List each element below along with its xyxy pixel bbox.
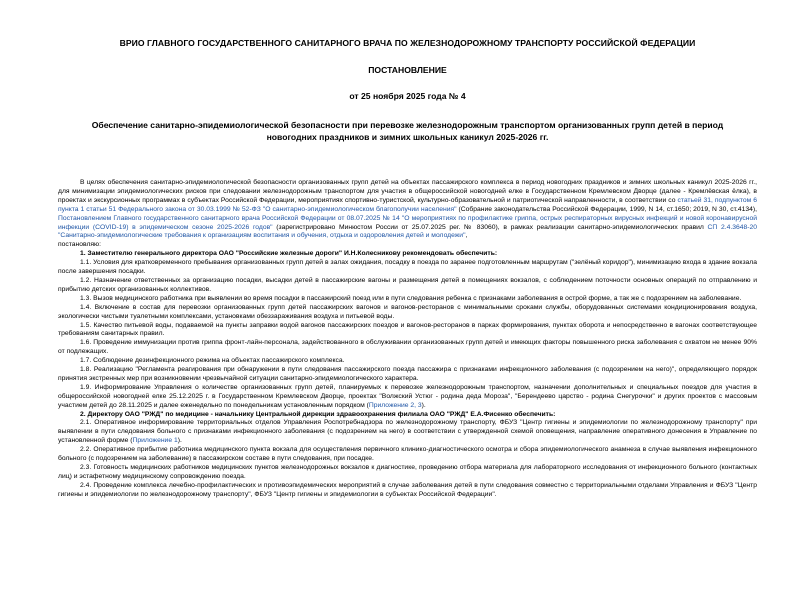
preamble-text-2: (Собрание законодательства Российской Федерации, 1999, N 14, ст.1650; 2019, N 30, ст.4134),: [456, 205, 757, 213]
item-1-8: 1.8. Реализацию "Регламента реагирования при обнаружении в пути следования пассажирского поезда пассажира с признаками инфекционного заболевания (с подозрением на него)", определяющего порядок принятия экстренных мер при возникновении чрезвычайной ситуации санитарно-эпидемиологического характера.: [58, 366, 757, 382]
document-page: [0, 38, 807, 609]
item-1-4: 1.4. Включение в состав для перевозки организованных групп детей пассажирских вагонов и вагонов-ресторанов с минимальными сроками службы, оборудованных системами кондиционирования воздуха, экологически чистыми туалетными комплексами, установками обеззараживания воздуха и питьевой воды.: [58, 303, 757, 320]
item-2-1: [58, 419, 757, 446]
item-2-1-tail: ).: [177, 437, 182, 445]
item-1-6: 1.6. Проведение иммунизации против гриппа фронт-лайн-персонала, задействованного в обслуживании организованных групп детей и имеющих факторы повышенного риска заболевания с охватом не менее 90% от подлежащих.: [58, 339, 757, 356]
item-2-2: 2.2. Оперативное прибытие работника медицинского пункта вокзала для осуществления первичного клинико-диагностического осмотра и сбора эпидемиологического анамнеза в случае выявления инфекционного больного (с подозрением на заболевание) в пассажирском составе в пути следования, при посадке.: [58, 446, 757, 463]
item-1-9: [58, 384, 757, 411]
preamble-text-3: (зарегистрировано Минюстом России от 25.07.2025 рег. № 83060), в рамках реализации санитарно-эпидемиологических правил: [272, 223, 708, 231]
document-body: [58, 179, 757, 500]
issuer-heading: ВРИО ГЛАВНОГО ГОСУДАРСТВЕННОГО САНИТАРНОГО ВРАЧА ПО ЖЕЛЕЗНОДОРОЖНОМУ ТРАНСПОРТУ РОССИЙСКОЙ ФЕДЕРАЦИИ: [119, 38, 696, 48]
preamble-text-1: В целях обеспечения санитарно-эпидемиологической безопасности организованных групп детей на объектах пассажирского комплекса в период новогодних праздников и зимних школьных каникул 2025-2026 гг., для минимизации эпидемиологических рисков при следовании железнодорожным транспортом для участия в общероссийской новогодней елке в Государственном Кремлевском Дворце (далее - Кремлёвская ёлка), в проектах и экскурсионных программах в субъектах Российской Федерации, мероприятиях спортивно-туристской, культурно-образовательной и патриотической направленности, в соответствии со: [58, 179, 757, 204]
doc-type-heading: ПОСТАНОВЛЕНИЕ: [368, 65, 447, 75]
item-1-9-text: 1.9. Информирование Управления о количестве организованных групп детей, планируемых к перевозке железнодорожным транспортом, назначении дополнительных и специальных поездов для участия в общероссийской новогодней елке 25.12.2025 г. в Государственном Кремлевском Дворце, проектах "Волжский Устюг - родина деда Мороза", "Берендеево царство - родина Снегурочки" и других проектов с массовым участием детей до 28.11.2025 и далее еженедельно по понедельникам установленным порядком (: [58, 383, 757, 409]
appendix-2-3-link[interactable]: Приложение 2, 3: [368, 401, 422, 409]
resolution-14-link[interactable]: Постановлением Главного государственного санитарного врача Российской Федерации от 08.07.2025 № 14 "О мероприятиях по профилактике гриппа, острых респираторных вирусных инфекций и новой коронавирусной инфекции (COVID-19) в эпидемическом сезоне 2025-2026 годов": [58, 214, 757, 231]
item-1-2: 1.2. Назначение ответственных за организацию посадки, высадки детей в пассажирские вагоны и размещения детей в помещениях вокзалов, с соблюдением поточности основных операций по отправлению и прибытию детских организованных коллективов.: [58, 276, 757, 293]
resolve-word: постановляю:: [58, 241, 101, 249]
item-1-7: 1.7. Соблюдение дезинфекционного режима на объектах пассажирского комплекса.: [80, 357, 345, 365]
item-2-3: 2.3. Готовность медицинских работников медицинских пунктов железнодорожных вокзалов к диагностике, проведению отбора материала для лабораторного исследования от инфекционного больного (контактных лиц) и эстафетному медицинскому сопровождению поезда.: [58, 464, 757, 480]
doc-date-number: от 25 ноября 2025 года № 4: [349, 91, 466, 101]
item-2-1-text: 2.1. Оперативное информирование территориальных отделов Управления Роспотребнадзора по железнодорожному транспорту, ФБУЗ "Центр гигиены и эпидемиологии по железнодорожному транспорту" при выявлении в пути следования больного с признаками инфекционного заболевания (с подозрением на него) в соответствии с утвержденной схемой оповещения, направление оперативного донесения в Управление по установленной форме (: [58, 419, 757, 445]
doc-title: Обеспечение санитарно-эпидемиологической безопасности при перевозке железнодорожным транспортом организованных групп детей в период новогодних праздников и зимних школьных каникул 2025-2026 гг.: [91, 120, 724, 142]
item-1-1: 1.1. Условия для кратковременного пребывания организованных групп детей в залах ожидания, посадку в поезда по заранее подготовленным маршрутам ("зелёный коридор"), минимизацию входа в здание вокзала после завершения посадки.: [58, 259, 757, 276]
preamble-text-4: ,: [465, 232, 468, 240]
item-2-4: 2.4. Проведение комплекса лечебно-профилактических и противоэпидемических мероприятий в случае заболевания детей в пути следования совместно с территориальными отделами Управления и ФБУЗ "Центр гигиены и эпидемиологии по железнодорожному транспорту", ФБУЗ "Центр гигиены и эпидемиологии в субъектах Российской Федерации".: [58, 481, 757, 498]
section-1-heading: 1. Заместителю генерального директора ОАО "Российские железные дороги" И.Н.Колесникову рекомендовать обеспечить:: [80, 250, 498, 258]
law-52fz-link[interactable]: статьей 31, подпунктом 6 пункта 1 статьи 51 Федерального закона от 30.03.1999 № 52-ФЗ "О санитарно-эпидемиологическом благополучии населения": [58, 196, 758, 213]
appendix-1-link[interactable]: Приложение 1: [132, 437, 178, 445]
item-1-3: 1.3. Вызов медицинского работника при выявлении во время посадки в пассажирский поезд или в пути следования ребенка с признаками заболевания в острой форме, а так же с подозрением на заболевание.: [80, 294, 742, 302]
sp-2-4-3648-20-link[interactable]: СП 2.4.3648-20 "Санитарно-эпидемиологические требования к организациям воспитания и обучения, отдыха и оздоровления детей и молодежи": [58, 223, 757, 240]
preamble-paragraph: [58, 179, 757, 241]
section-2-heading: 2. Директору ОАО "РЖД" по медицине - начальнику Центральной дирекции здравоохранения филиала ОАО "РЖД" Е.А.Фисенко обеспечить:: [80, 410, 556, 418]
item-1-5: 1.5. Качество питьевой воды, подаваемой на пункты заправки водой вагонов пассажирских поездов и вагонов-ресторанов в парках формирования, пунктах оборота и непосредственно в вагонах соответствующее требованиям санитарных правил.: [58, 321, 757, 338]
item-1-9-tail: ).: [421, 401, 426, 409]
